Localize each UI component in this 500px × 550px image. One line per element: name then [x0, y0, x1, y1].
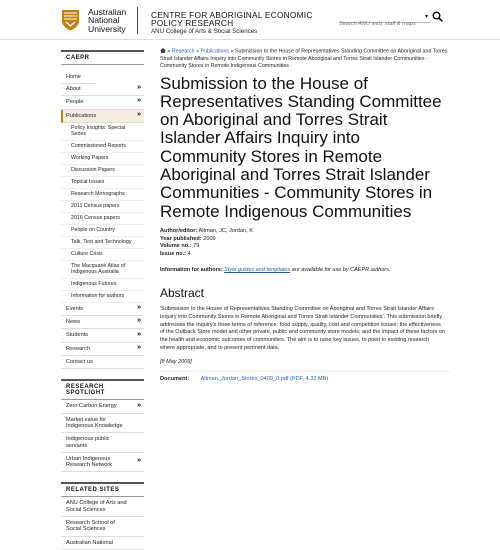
logo-text: Australian National University — [88, 7, 127, 34]
submenu-item[interactable]: Culture Crisis — [61, 249, 144, 261]
search-dropdown-icon[interactable]: ▾ — [424, 14, 428, 20]
sidebar-item-students[interactable]: Students » — [61, 329, 144, 342]
breadcrumb-current: Submission to the House of Representatives Standing Committee on Aboriginal and Torres Strait Islander Affairs Inquiry into Community Stores in Remote Aboriginal and Torres Strait Islander Communities - Community Stores in Remote Indigenous Communities — [160, 48, 448, 69]
expand-arrow-icon: » — [137, 330, 141, 338]
volume-value: 79 — [193, 243, 200, 250]
related-heading: RELATED SITES — [61, 482, 144, 497]
main-content — [160, 48, 450, 382]
expand-arrow-icon: » — [137, 343, 141, 351]
submenu-item[interactable]: The Macquarie Atlas of Indigenous Australia — [61, 261, 144, 279]
spotlight-item[interactable]: Urban Indigenous Research Network » — [61, 453, 144, 473]
expand-arrow-icon: » — [137, 457, 141, 465]
sidebar-item-research[interactable]: Research » — [61, 343, 144, 356]
expand-arrow-icon: » — [137, 401, 141, 409]
author-info: Information for authors: Style guides and templates are available for use by CAEPR authors. — [160, 267, 391, 274]
spotlight-item[interactable]: Indigenous public servants — [61, 433, 144, 453]
publication-date: [8 May 2009] — [160, 358, 192, 365]
page-title: Submission to the House of Representatives Standing Committee on Aboriginal and Torres Strait Islander Affairs Inquiry into Community Stores in Remote Aboriginal and Torres Strait Islander Communities - Community Stores in Remote Indigenous Communities — [160, 73, 442, 221]
sidebar-nav — [61, 50, 144, 550]
sidebar-item-events[interactable]: Events » — [61, 303, 144, 316]
breadcrumb: » Research » Publications » Submission to the House of Representatives Standing Committee on Aboriginal and Torres Strait Islander Affairs Inquiry into Community Stores in Remote Aboriginal and Torres Strait Islander Communities - Community Stores in Remote Indigenous Communities — [160, 48, 448, 69]
issue-value: 4 — [187, 251, 191, 258]
sidebar-item-contact[interactable]: Contact us — [61, 356, 144, 369]
expand-arrow-icon: » — [137, 304, 141, 312]
spotlight-item[interactable]: Zero Carbon Energy » — [61, 400, 144, 413]
spotlight-heading: RESEARCH SPOTLIGHT — [61, 379, 144, 400]
site-subtitle[interactable]: ANU College of Arts & Social Sciences — [151, 28, 258, 35]
related-item[interactable]: ANU College of Arts and Social Sciences — [61, 497, 144, 517]
expand-arrow-icon: » — [137, 84, 141, 92]
style-guides-link[interactable]: Style guides and templates — [224, 267, 291, 274]
research-spotlight — [61, 379, 144, 472]
expand-arrow-icon: » — [137, 97, 141, 105]
related-item[interactable]: Australian National — [61, 537, 144, 550]
submenu-item[interactable]: Research Monographs — [61, 189, 144, 201]
anu-crest-icon — [61, 9, 80, 31]
submenu-item[interactable]: Working Papers — [61, 153, 144, 165]
anu-logo[interactable] — [61, 8, 131, 34]
author-value: Altman, JC, Jordan, K — [198, 227, 253, 234]
related-sites — [61, 482, 144, 549]
sidebar-item-home[interactable]: Home — [61, 71, 95, 84]
publication-meta: Author/editor: Altman, JC, Jordan, K Year published: 2009 Volume no.: 79 Issue no.: 4 — [160, 227, 253, 258]
submenu-item[interactable]: Discussion Papers — [61, 165, 144, 177]
submenu-item[interactable]: 2016 Census papers — [61, 213, 144, 225]
abstract-heading: Abstract — [160, 286, 205, 301]
sidebar-heading: CAEPR — [61, 50, 144, 65]
expand-arrow-icon: » — [137, 317, 141, 325]
breadcrumb-publications[interactable]: Publications — [200, 48, 230, 55]
search-icon[interactable] — [432, 11, 443, 22]
submenu-item[interactable]: Policy Insights: Special Series — [61, 123, 144, 141]
site-title[interactable]: CENTRE FOR ABORIGINAL ECONOMIC POLICY RESEARCH — [151, 10, 313, 29]
sidebar-item-publications[interactable]: Publications » — [61, 110, 144, 123]
publications-submenu — [61, 123, 144, 303]
breadcrumb-research[interactable]: Research — [171, 48, 195, 55]
site-header — [0, 0, 500, 40]
submenu-item[interactable]: Commissioned Reports — [61, 141, 144, 153]
year-value: 2009 — [203, 235, 216, 242]
submenu-item[interactable]: Topical Issues — [61, 177, 144, 189]
submenu-item[interactable]: Indigenous Futures — [61, 279, 144, 291]
home-icon[interactable] — [160, 48, 166, 53]
search-box — [339, 12, 430, 23]
submenu-item[interactable]: Information for authors — [61, 291, 144, 303]
expand-arrow-icon: » — [137, 110, 141, 118]
document-pdf-link[interactable]: Altman_Jordan_Stores_0409_0.pdf (PDF, 4.32 MB) — [200, 375, 329, 382]
document-row: Document: Altman_Jordan_Stores_0409_0.pdf (PDF, 4.32 MB) — [160, 371, 450, 382]
sidebar-item-people[interactable]: People » — [61, 96, 144, 109]
search-input[interactable] — [339, 19, 423, 29]
related-item[interactable]: Research School of Social Sciences — [61, 517, 144, 537]
submenu-item[interactable]: Talk, Text and Technology — [61, 237, 144, 249]
abstract-text: 'Submission to the House of Representatives Standing Committee on Aboriginal and Torres Strait Islander Affairs Inquiry into Community Stores in Remote Aboriginal and Torres Strait Islander Communities'. This submission briefly addresses the Inquiry's three terms of reference: food supply, quality, cost and competition issues; the effectiveness of the Outback Store model and other private, public and community store models; and the impact of these factors on the health and economic outcomes of communities. The aim is to raise key issues, to point to existing research where appropriate, and to present pertinent data. — [160, 306, 445, 352]
submenu-item[interactable]: People on Country — [61, 225, 144, 237]
header-divider — [137, 7, 138, 34]
submenu-item[interactable]: 2011 Census papers — [61, 201, 144, 213]
sidebar-item-news[interactable]: News » — [61, 316, 144, 329]
sidebar-item-about[interactable]: About » — [61, 83, 144, 96]
spotlight-item[interactable]: Market value for Indigenous Knowledge — [61, 414, 144, 434]
